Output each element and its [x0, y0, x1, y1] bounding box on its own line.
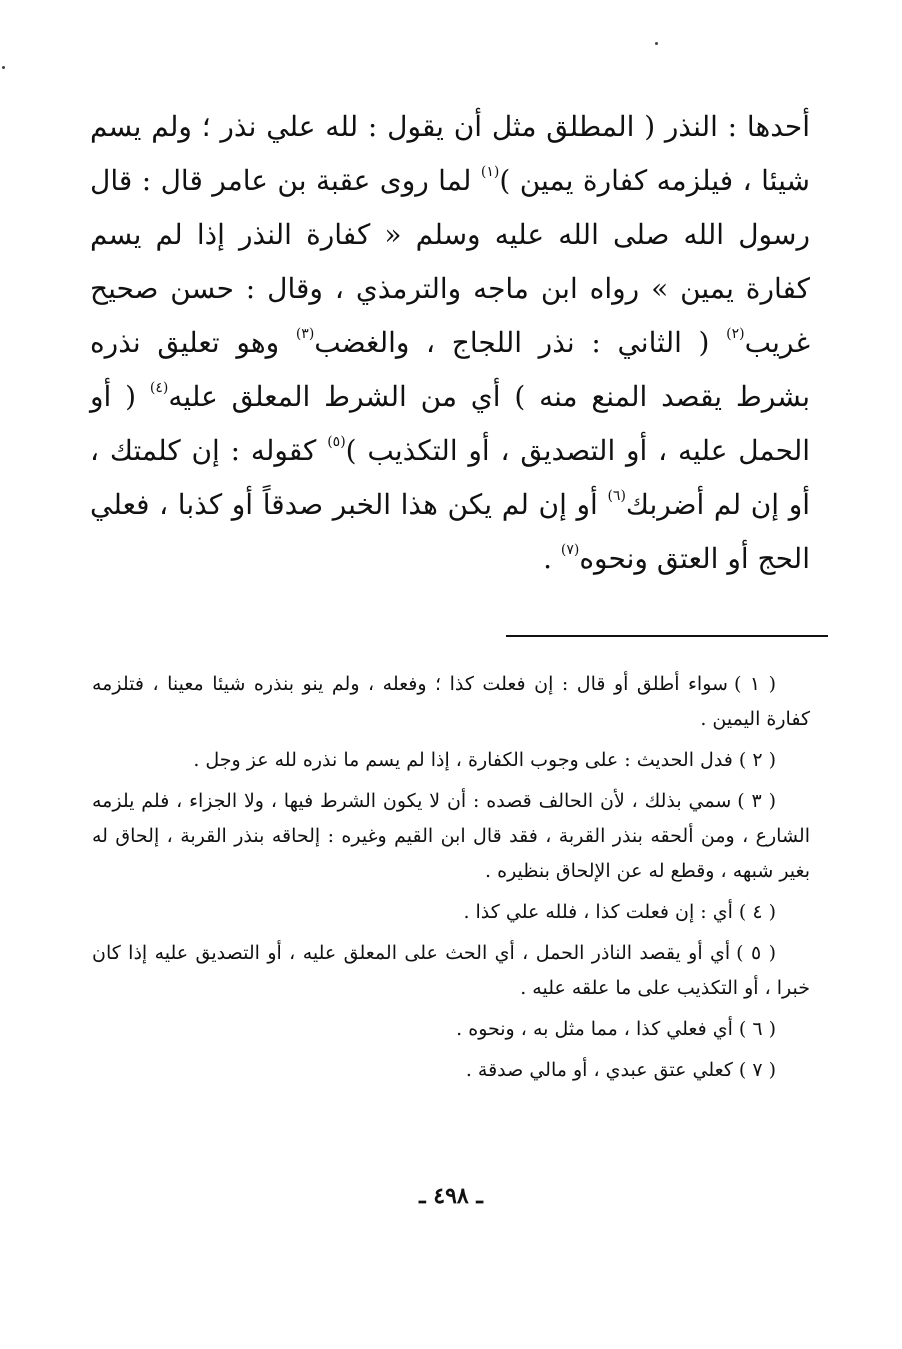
text-segment: أو إن لم يكن هذا الخبر صدقاً أو كذبا ، فعلي الحج أو العتق ونحوه [90, 488, 810, 575]
text-segment: لما روى عقبة بن عامر قال : قال رسول الله صلى الله عليه وسلم « كفارة النذر إذا لم يسم كفارة يمين » رواه ابن ماجه والترمذي ، وقال : حسن صحيح غريب [90, 164, 810, 359]
main-text [90, 100, 810, 586]
footnote-1 [92, 667, 810, 737]
footnote-number: ( ٤ ) [738, 901, 776, 923]
footnote-number: ( ٣ ) [737, 790, 777, 812]
footnote-text: فدل الحديث : على وجوب الكفارة ، إذا لم يسم ما نذره لله عز وجل . [193, 749, 733, 771]
text-segment: ( الثاني : نذر اللجاج ، والغضب [314, 326, 727, 359]
page-number: ـ ٤٩٨ ـ [419, 1183, 483, 1209]
footnote-number: ( ١ ) [733, 673, 777, 695]
footnote-ref: (٢) [726, 326, 745, 342]
scan-speck [655, 42, 658, 45]
text-segment: أحدها : النذر ( المطلق مثل أن يقول : لله علي نذر ؛ ولم يسم شيئا ، فيلزمه كفارة يمين ) [90, 110, 810, 197]
footnote-divider [506, 635, 828, 637]
footnote-number: ( ٦ ) [738, 1018, 776, 1040]
footnote-ref: (١) [480, 164, 500, 180]
footnote-7 [92, 1053, 810, 1088]
text-segment: كقوله : إن كلمتك ، أو إن لم أضربك [90, 434, 811, 521]
footnote-ref: (٧) [560, 542, 580, 558]
footnote-number: ( ٢ ) [738, 749, 776, 771]
text-segment: وهو تعليق نذره بشرط يقصد المنع منه ) أي من الشرط المعلق عليه [90, 326, 810, 413]
footnote-ref: (٥) [327, 434, 346, 450]
footnote-text: سمي بذلك ، لأن الحالف قصده : أن لا يكون الشرط فيها ، ولا الجزاء ، فلم يلزمه الشارع ، ومن ألحقه بنذر القربة ، فقد قال ابن القيم وغيره : إلحاقه بنذر القربة ، إلحاق له بغير شبهه ، وقطع له عن الإلحاق بنظيره . [92, 790, 810, 882]
footnote-text: أي أو يقصد الناذر الحمل ، أي الحث على المعلق عليه ، أو التصديق عليه إذا كان خبرا ، أو التكذيب على ما علقه عليه . [92, 942, 810, 999]
footnote-number: ( ٧ ) [738, 1059, 776, 1081]
footnote-ref: (٦) [607, 488, 626, 504]
footnotes-section [92, 667, 810, 1094]
footnote-text: سواء أطلق أو قال : إن فعلت كذا ؛ وفعله ، ولم ينو بنذره شيئا معينا ، فتلزمه كفارة اليمين . [92, 673, 810, 730]
scan-speck [2, 66, 5, 69]
footnote-text: أي : إن فعلت كذا ، فلله علي كذا . [463, 901, 733, 923]
text-segment: ( أو الحمل عليه ، أو التصديق ، أو التكذيب ) [90, 380, 811, 467]
footnote-4 [92, 895, 810, 930]
footnote-text: أي فعلي كذا ، مما مثل به ، ونحوه . [456, 1018, 733, 1040]
footnote-6 [92, 1012, 810, 1047]
footnote-3 [92, 784, 810, 889]
footnote-text: كعلي عتق عبدي ، أو مالي صدقة . [465, 1059, 733, 1081]
footnote-ref: (٤) [149, 380, 169, 396]
footnote-5 [92, 936, 810, 1006]
footnote-number: ( ٥ ) [736, 942, 777, 964]
footnote-ref: (٣) [295, 326, 315, 342]
text-segment: . [543, 542, 561, 575]
footnote-2 [92, 743, 810, 778]
